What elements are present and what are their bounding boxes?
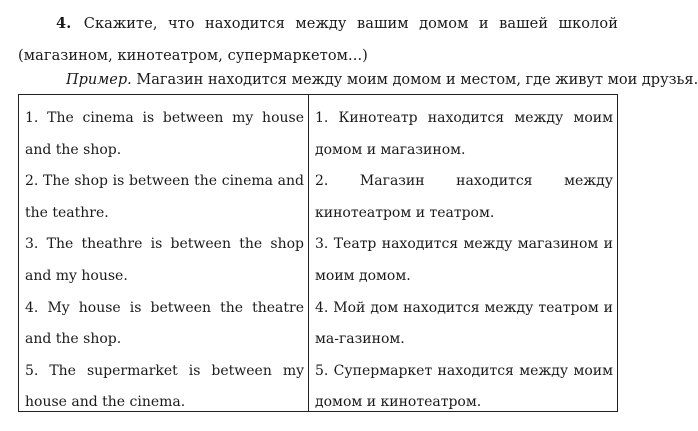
english-row-5: 5. The supermarket is between my house and the cinema. — [25, 362, 304, 411]
english-row-2: 2. The shop is between the cinema and the teathre. — [25, 173, 304, 221]
example-text: Магазин находится между моим домом и местом, где живут мои друзья. — [136, 72, 698, 88]
russian-column — [309, 95, 617, 411]
task-instruction — [18, 8, 618, 72]
answer-table — [18, 94, 618, 412]
example-line — [66, 64, 698, 96]
english-row-1: 1. The cinema is between my house and the shop. — [25, 110, 304, 158]
russian-row-5: 5. Супермаркет находится между моим домом и кинотеатром. — [315, 362, 613, 411]
english-row-4: 4. My house is between the theatre and the shop. — [25, 299, 304, 348]
russian-row-4: 4. Мой дом находится между театром и ма-газином. — [315, 299, 613, 348]
russian-row-3: 3. Театр находится между магазином и моим домом. — [315, 236, 613, 284]
russian-row-2: 2. Магазин находится между кинотеатром и театром. — [315, 173, 613, 221]
russian-row-1: 1. Кинотеатр находится между моим домом и магазином. — [315, 110, 613, 158]
task-text: Скажите, что находится между вашим домом и вашей школой (магазином, кинотеатром, супермаркетом...) — [18, 16, 618, 64]
example-label: Пример. — [66, 72, 132, 88]
english-column — [19, 95, 309, 411]
english-row-3: 3. The theathre is between the shop and my house. — [25, 236, 304, 284]
task-number: 4. — [56, 15, 72, 32]
